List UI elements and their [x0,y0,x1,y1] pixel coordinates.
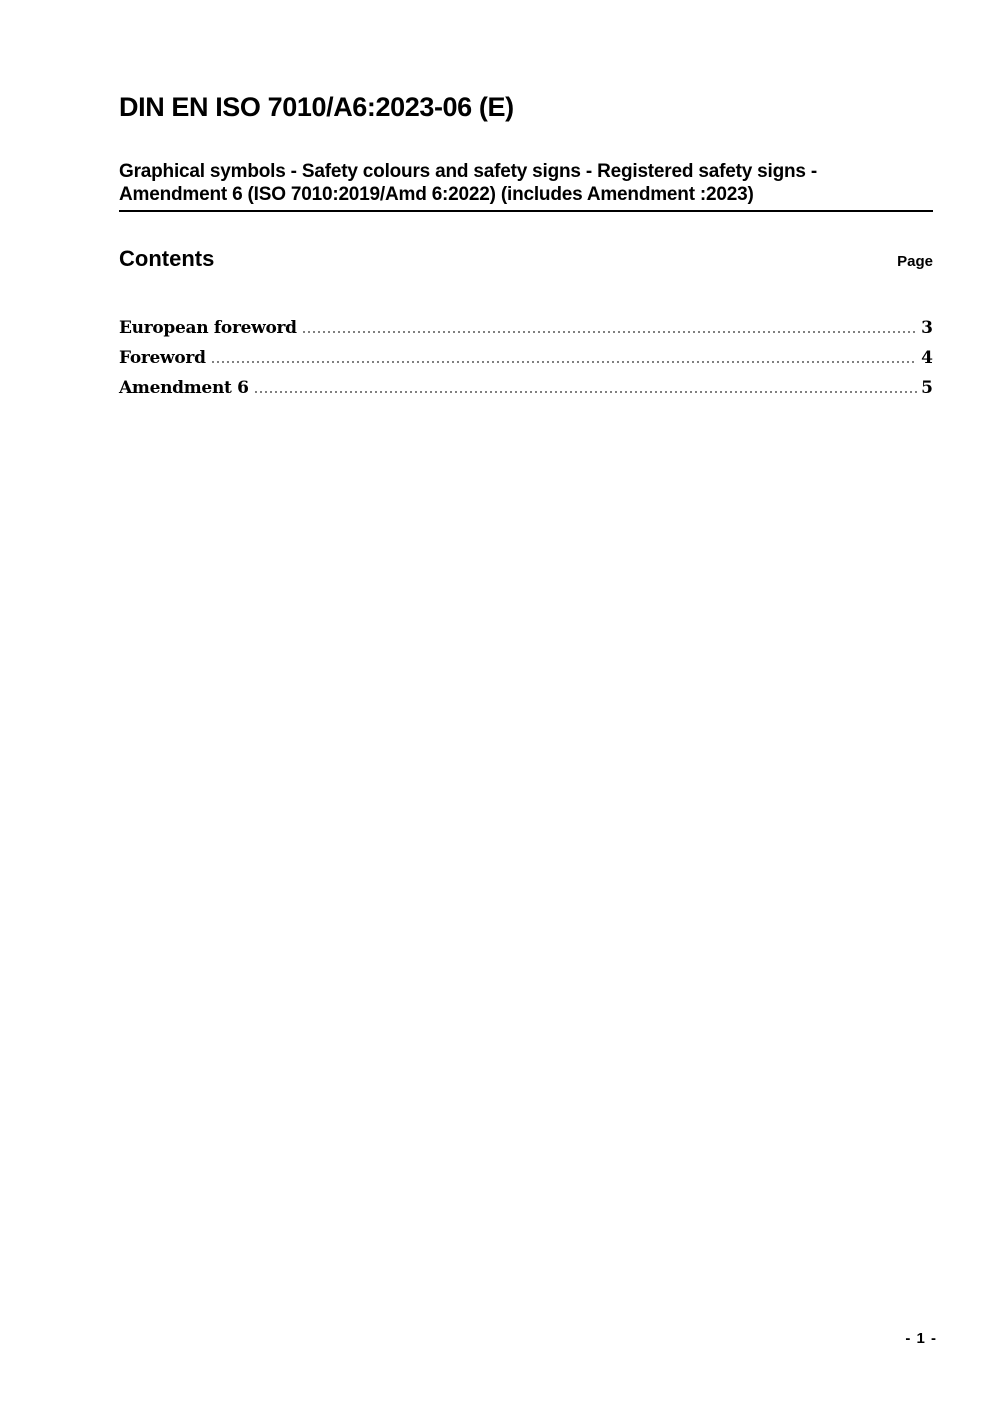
toc-entry-label: Amendment 6 [119,378,249,398]
toc-entry-european-foreword[interactable] [119,318,933,348]
page-column-label: Page [897,253,933,270]
document-title-line2: Amendment 6 (ISO 7010:2019/Amd 6:2022) (includes Amendment :2023) [119,184,754,205]
document-title-line1: Graphical symbols - Safety colours and safety signs - Registered safety signs - [119,161,817,182]
dot-leader [212,361,917,363]
footer-page-number: - 1 - [905,1330,937,1347]
document-code: DIN EN ISO 7010/A6:2023-06 (E) [119,92,514,122]
toc-entry-page-number: 4 [921,348,933,368]
contents-header-row [119,246,933,272]
toc-entry-amendment-6[interactable] [119,378,933,408]
toc-entry-page-number: 5 [921,378,933,398]
contents-heading: Contents [119,246,215,271]
toc-entry-label: European foreword [119,318,297,338]
toc-entry-foreword[interactable] [119,348,933,378]
document-title [119,160,933,212]
toc-entry-page-number: 3 [921,318,933,338]
dot-leader [255,391,917,393]
table-of-contents [119,318,933,408]
toc-entry-label: Foreword [119,348,206,368]
dot-leader [303,331,917,333]
